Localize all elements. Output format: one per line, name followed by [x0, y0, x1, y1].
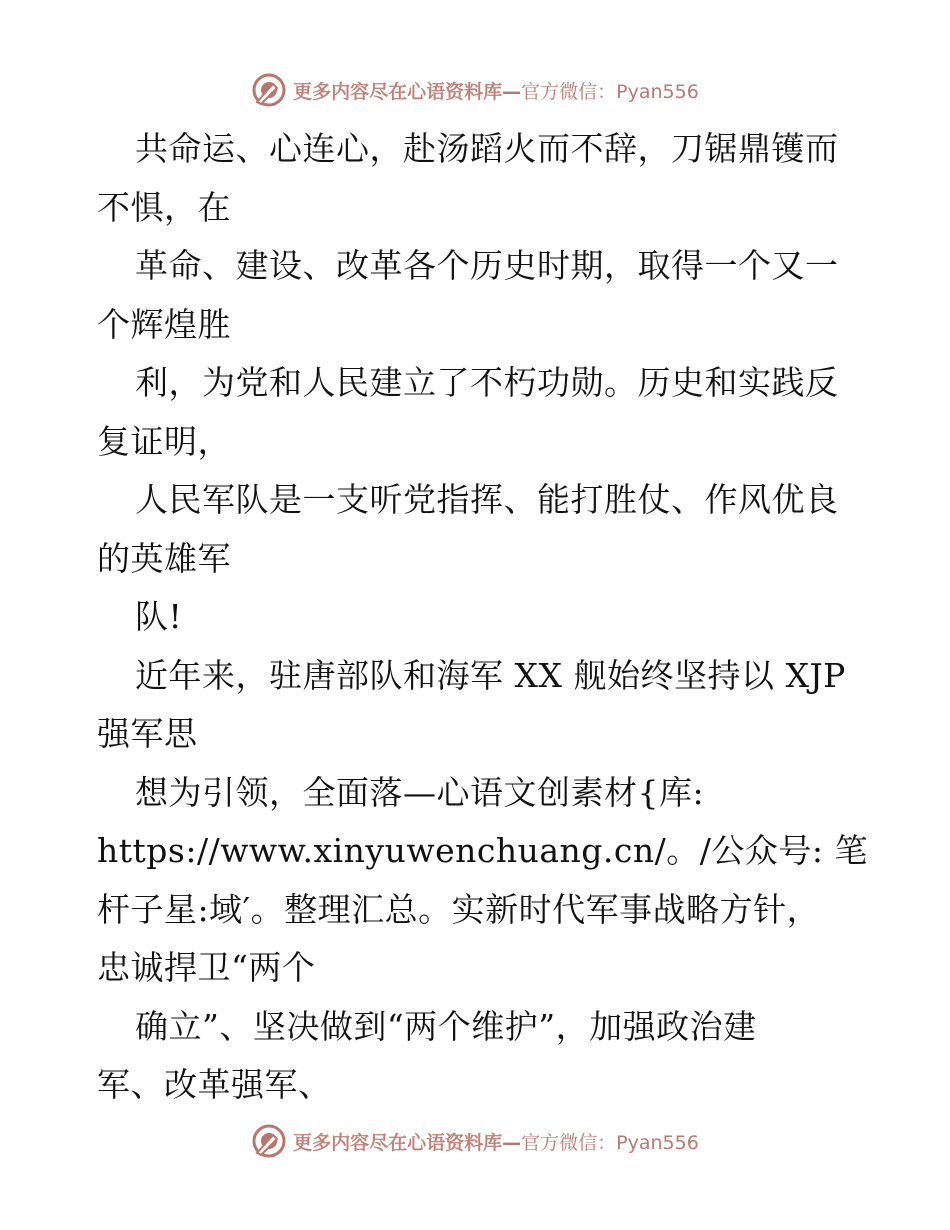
watermark-separator: —: [502, 80, 522, 103]
header-watermark: [0, 70, 950, 110]
watermark-text: [293, 1128, 699, 1155]
document-body: [97, 120, 868, 1115]
text-line: 确立”、坚决做到“两个维护”，加强政治建: [135, 1006, 757, 1046]
watermark-contact: 官方微信：Pyan556: [521, 80, 699, 103]
text-line: 队!: [135, 597, 183, 636]
text-line: 复证明，: [97, 421, 231, 461]
text-line: 杆子星:域′。整理汇总。实新时代军事战略方针，: [97, 889, 821, 929]
text-line: 利，为党和人民建立了不朽功勋。历史和实践反: [135, 363, 839, 402]
text-line: 革命、建设、改革各个历史时期，取得一个又一: [135, 246, 839, 285]
text-line: 个辉煌胜: [97, 304, 231, 344]
text-line: 忠诚捍卫“两个: [97, 948, 316, 987]
text-line: 共命运、心连心，赴汤蹈火而不辞，刀锯鼎镬而: [135, 129, 839, 168]
text-line: 近年来，驻唐部队和海军 XX 舰始终坚持以 XJP: [135, 655, 846, 695]
text-line: 强军思: [97, 714, 198, 753]
text-line: 不惧，在: [97, 187, 231, 227]
footer-watermark: [0, 1121, 950, 1161]
text-line: 想为引领，全面落—心语文创素材{库:: [135, 772, 705, 812]
watermark-contact: 官方微信：Pyan556: [521, 1131, 699, 1154]
pen-logo-icon: [251, 1123, 287, 1159]
text-line: 人民军队是一支听党指挥、能打胜仗、作风优良: [135, 480, 839, 519]
watermark-brand: 更多内容尽在心语资料库: [293, 1131, 503, 1154]
text-line: https://www.xinyuwenchuang.cn/。/公众号: 笔: [97, 831, 868, 870]
watermark-text: [293, 77, 699, 104]
text-line: 的英雄军: [97, 538, 231, 578]
text-line: 军、改革强军、: [97, 1065, 332, 1104]
watermark-separator: —: [502, 1131, 522, 1154]
watermark-brand: 更多内容尽在心语资料库: [293, 80, 503, 103]
pen-logo-icon: [251, 72, 287, 108]
